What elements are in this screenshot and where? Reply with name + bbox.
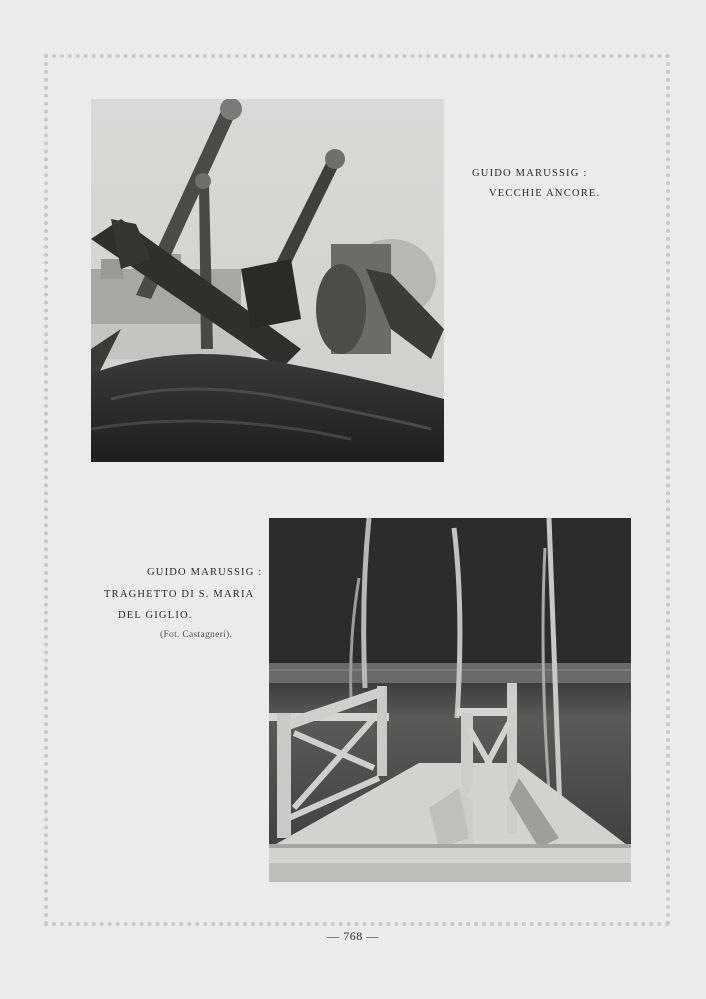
caption-title-2-line1: TRAGHETTO DI S. MARIA [104, 589, 255, 600]
photo-old-anchors [91, 99, 444, 462]
page-number: — 768 — [327, 929, 379, 943]
caption-title-1: VECCHIE ANCORE. [489, 188, 601, 199]
caption-author-1: GUIDO MARUSSIG : [472, 168, 588, 179]
caption-photo-credit: (Fot. Castagneri). [160, 630, 233, 640]
photo-traghetto-santa-maria-del-giglio [269, 518, 631, 882]
caption-title-2-line2: DEL GIGLIO. [118, 610, 193, 621]
caption-author-2: GUIDO MARUSSIG : [147, 567, 263, 578]
